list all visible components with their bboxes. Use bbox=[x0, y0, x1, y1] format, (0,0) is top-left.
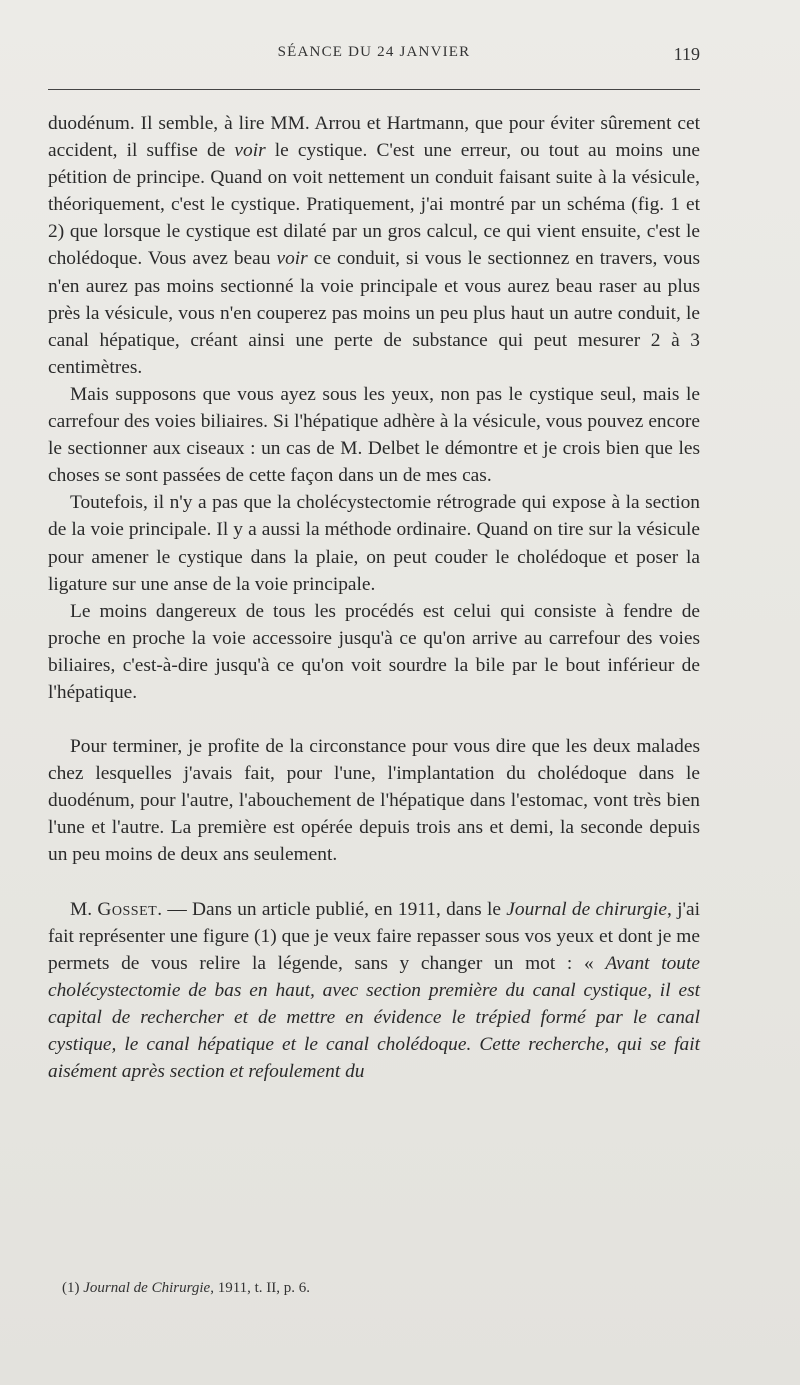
text-run: . — Dans un article publié, en 1911, dans le bbox=[157, 898, 507, 920]
running-title: SÉANCE DU 24 JANVIER bbox=[277, 44, 471, 60]
paragraph-1 bbox=[48, 110, 700, 381]
paragraph-5: Pour terminer, je profite de la circonstance pour vous dire que les deux malades chez lesquelles j'avais fait, pour l'une, l'implantation du cholédoque dans le duodénum, pour l'autre, l'abouchement de l'hépatique dans l'estomac, vont très bien l'une et l'autre. La première est opérée depuis trois ans et demi, la seconde depuis un peu moins de deux ans seulement. bbox=[48, 736, 700, 866]
italic-text: Avant toute cholécystectomie de bas en haut, avec section première du canal cystique, il est capital de rechercher et de mettre en évidence le trépied formé par le canal cystique, le canal hépatique et le canal cholédoque. Cette recherche, qui se fait aisément après section et refoulement du bbox=[48, 952, 700, 1083]
paragraph-2: Mais supposons que vous ayez sous les yeux, non pas le cystique seul, mais le carrefour des voies biliaires. Si l'hépatique adhère à la vésicule, vous pouvez encore le sectionner aux ciseaux : un cas de M. Delbet le démontre et je crois bien que les choses se sont passées de cette façon dans un de mes cas. bbox=[48, 383, 700, 487]
paragraph-3: Toutefois, il n'y a pas que la cholécystectomie rétrograde qui expose à la section de la voie principale. Il y a aussi la méthode ordinaire. Quand on tire sur la vésicule pour amener le cystique dans la plaie, on peut couder le cholédoque et poser la ligature sur une anse de la voie principale. bbox=[48, 492, 700, 595]
italic-text: voir bbox=[234, 140, 266, 162]
text-run: duodénum. Il semble, à lire MM. Arrou et Hartmann, que pour éviter sûrement cet accident, il suffise de bbox=[48, 113, 700, 162]
text-run: M. bbox=[70, 898, 98, 920]
text-run: , 1911, t. II, p. 6. bbox=[210, 1280, 311, 1296]
page-number: 119 bbox=[673, 44, 700, 64]
body-text bbox=[48, 110, 700, 1085]
paragraph-6 bbox=[48, 896, 700, 1086]
header-rule bbox=[48, 89, 700, 90]
text-run: ce conduit, si vous le sectionnez en travers, vous n'en aurez pas moins sectionné la voie principale et vous aurez beau raser au plus près la vésicule, vous n'en couperez pas moins un peu plus haut un autre conduit, le canal hépatique, créant ainsi une perte de substance qui peut mesurer 2 à 3 centimètres. bbox=[48, 248, 700, 378]
italic-text: Journal de chirurgie bbox=[506, 898, 667, 920]
text-run: , j'ai fait représenter une figure (1) que je veux faire repasser sous vos yeux et dont je me permets de vous relire la légende, sans y changer un mot : « bbox=[48, 898, 700, 974]
text-run: (1) bbox=[62, 1280, 84, 1296]
italic-text: Journal de Chirurgie bbox=[83, 1280, 211, 1296]
paragraph-4: Le moins dangereux de tous les procédés est celui qui consiste à fendre de proche en proche la voie accessoire jusqu'à ce qu'on arrive au carrefour des voies biliaires, c'est-à-dire jusqu'à ce qu'on voit sourdre la bile par le bout inférieur de l'hépatique. bbox=[48, 600, 700, 703]
page-header bbox=[48, 44, 700, 74]
italic-text: voir bbox=[276, 248, 308, 270]
speaker-name: Gosset bbox=[97, 898, 158, 920]
footnote bbox=[62, 1280, 702, 1297]
text-run: le cystique. C'est une erreur, ou tout au moins une pétition de principe. Quand on voit nettement un conduit faisant suite à la vésicule, théoriquement, c'est le cystique. Pratiquement, j'ai montré par un schéma (fig. 1 et 2) que lorsque le cystique est dilaté par un gros calcul, ce qui vient ensuite, c'est le cholédoque. Vous avez beau bbox=[48, 140, 700, 270]
